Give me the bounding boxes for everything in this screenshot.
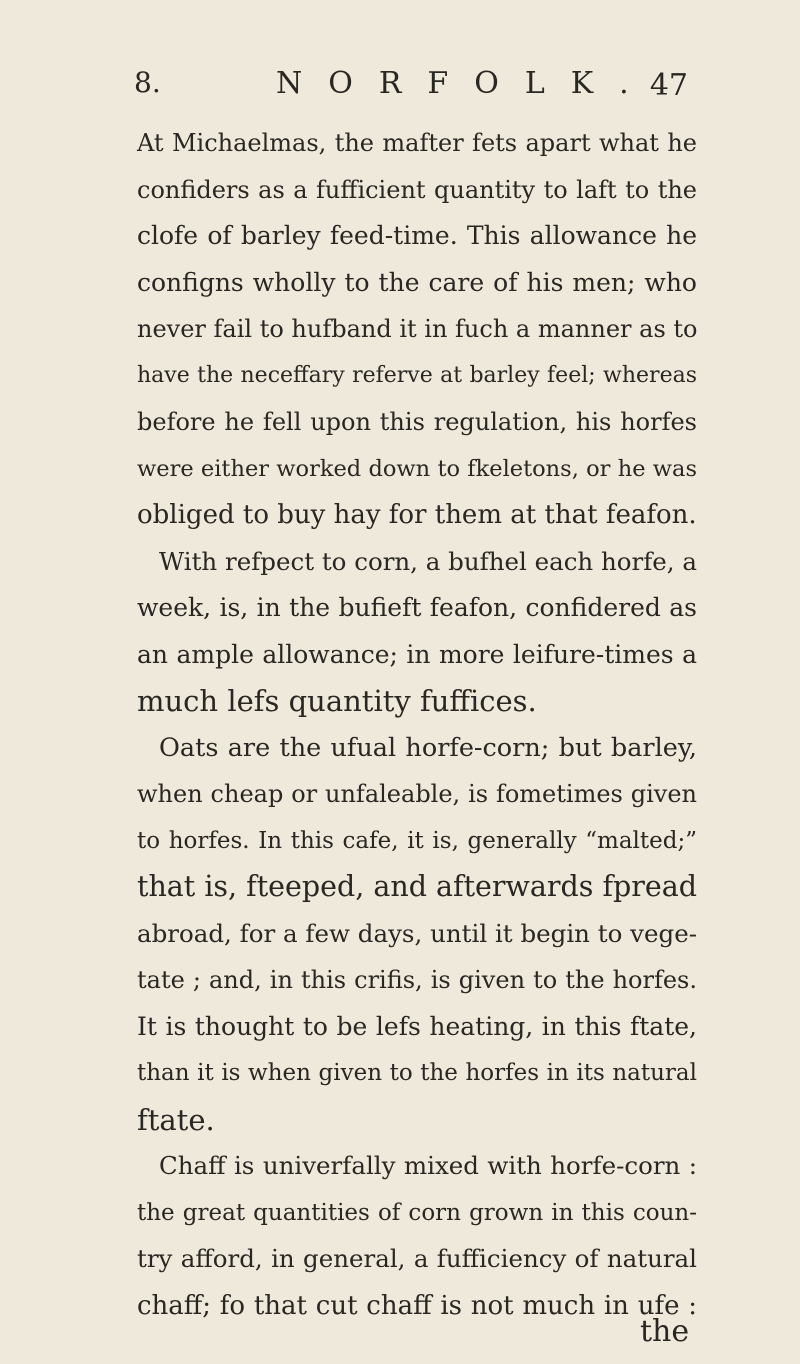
text-line: tate ; and, in this crifis, is given to the horfes. bbox=[137, 966, 697, 994]
text-line: abroad, for a few days, until it begin to vege- bbox=[137, 918, 697, 948]
text-line: Oats are the ufual horfe-corn; but barley, bbox=[159, 732, 697, 763]
text-line: when cheap or unfaleable, is fometimes given bbox=[137, 780, 697, 808]
text-line: ftate. bbox=[137, 1102, 215, 1137]
text-line: never fail to hufband it in fuch a manner as to bbox=[137, 315, 698, 343]
text-line: It is thought to be lefs heating, in this ftate, bbox=[137, 1011, 697, 1041]
signature-mark: 8. bbox=[134, 66, 161, 99]
text-line: than it is when given to the horfes in its natural bbox=[137, 1060, 697, 1086]
body-text bbox=[137, 120, 697, 1329]
running-title: NORFOLK. bbox=[276, 66, 655, 101]
text-line: chaff; fo that cut chaff is not much in ufe : bbox=[137, 1290, 697, 1321]
catchword: the bbox=[640, 1314, 690, 1349]
text-line: week, is, in the bufieft feafon, confidered as bbox=[137, 593, 697, 622]
text-line: With refpect to corn, a bufhel each horfe, a bbox=[159, 546, 697, 576]
text-line: were either worked down to fkeletons, or he was bbox=[137, 455, 697, 482]
page-number: 47 bbox=[649, 68, 688, 103]
text-line: the great quantities of corn grown in this coun- bbox=[137, 1199, 697, 1226]
text-line: At Michaelmas, the mafter fets apart what he bbox=[137, 129, 697, 157]
text-line: much lefs quantity fuffices. bbox=[137, 684, 537, 718]
text-line: confiders as a fufficient quantity to laft to the bbox=[137, 175, 697, 204]
text-line: obliged to buy hay for them at that feafon. bbox=[137, 500, 697, 530]
text-line: Chaff is univerfally mixed with horfe-corn : bbox=[159, 1151, 697, 1180]
text-line: before he fell upon this regulation, his horfes bbox=[137, 408, 697, 436]
text-line: to horfes. In this cafe, it is, generally “malted;” bbox=[137, 827, 697, 854]
text-line: clofe of barley feed-time. This allowance he bbox=[137, 221, 697, 250]
text-line: that is, fteeped, and afterwards fpread bbox=[137, 870, 697, 903]
text-line: an ample allowance; in more leifure-times a bbox=[137, 639, 697, 669]
text-line: try afford, in general, a fufficiency of natural bbox=[137, 1244, 697, 1273]
text-line: configns wholly to the care of his men; who bbox=[137, 267, 697, 297]
running-header bbox=[128, 66, 688, 106]
text-line: have the neceffary referve at barley feel; whereas bbox=[137, 362, 697, 388]
